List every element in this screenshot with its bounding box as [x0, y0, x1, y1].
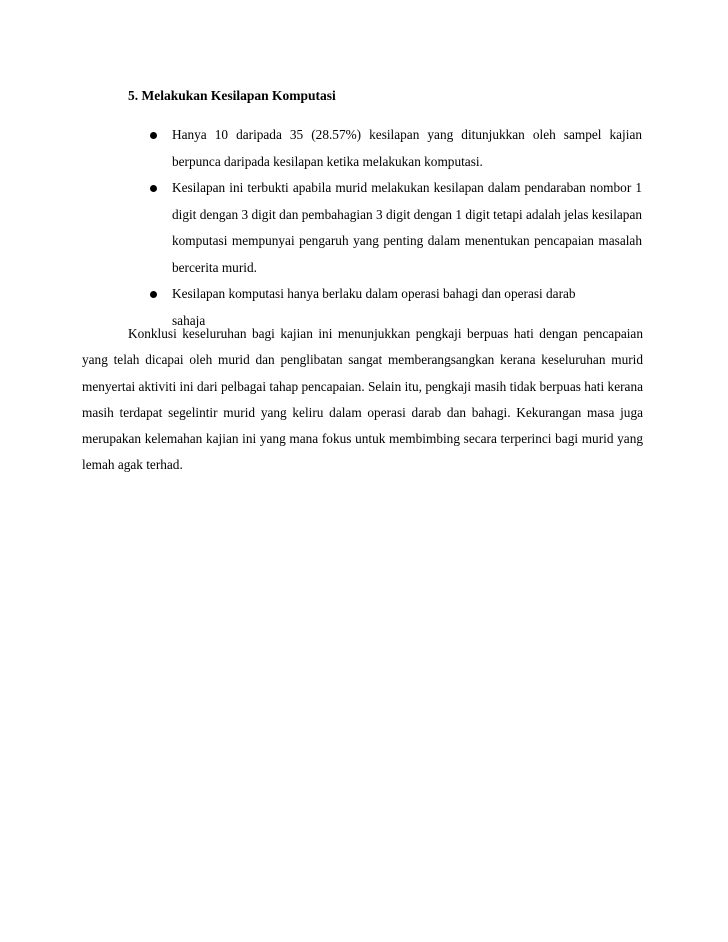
- list-item-text: Hanya 10 daripada 35 (28.57%) kesilapan yang ditunjukkan oleh sampel kajian berpunca daripada kesilapan ketika melakukan komputasi.: [172, 127, 642, 169]
- list-item-text: Kesilapan ini terbukti apabila murid melakukan kesilapan dalam pendaraban nombor 1 digit dengan 3 digit dan pembahagian 3 digit dengan 1 digit tetapi adalah jelas kesilapan komputasi mempunyai pengaruh yang penting dalam menentukan pencapaian masalah bercerita murid.: [172, 180, 642, 275]
- bullet-icon: [150, 132, 157, 139]
- bullet-icon: [150, 291, 157, 298]
- section-heading: 5. Melakukan Kesilapan Komputasi: [128, 88, 336, 103]
- bullet-icon: [150, 185, 157, 192]
- list-item: [150, 175, 642, 281]
- bullet-list: [150, 122, 642, 334]
- list-item-text: Kesilapan komputasi hanya berlaku dalam operasi bahagi dan operasi darab sahaja: [172, 286, 576, 328]
- list-item: [150, 122, 642, 175]
- conclusion-paragraph: Konklusi keseluruhan bagi kajian ini menunjukkan pengkaji berpuas hati dengan pencapaian yang telah dicapai oleh murid dan penglibatan sangat memberangsangkan kerana keseluruhan murid menyertai aktiviti ini dari pelbagai tahap pencapaian. Selain itu, pengkaji masih tidak berpuas hati kerana masih terdapat segelintir murid yang keliru dalam operasi darab dan bahagi. Kekurangan masa juga merupakan kelemahan kajian ini yang mana fokus untuk membimbing secara terperinci bagi murid yang lemah agak terhad.: [82, 326, 643, 473]
